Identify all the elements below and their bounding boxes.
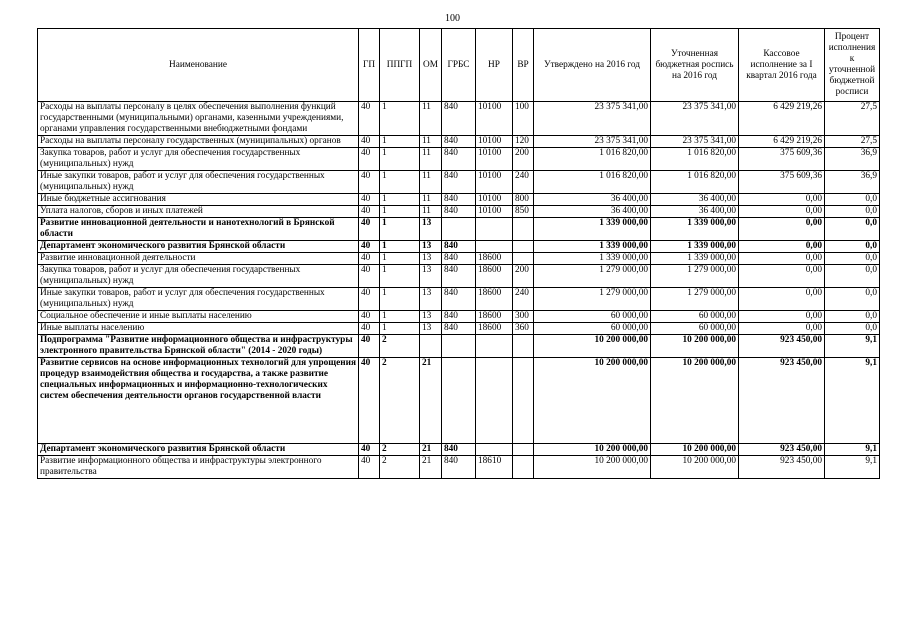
cell-name: Развитие сервисов на основе информационных технологий для упрощения процедур взаимодействия общества и государства, а также развитие специальных информационных и информационно-технологических систем обеспечения деятельности органов государственной власти xyxy=(38,358,359,444)
cell-np: 18600 xyxy=(476,311,513,323)
cell-np xyxy=(476,335,513,358)
cell-om: 11 xyxy=(420,136,442,148)
cell-vr: 240 xyxy=(513,171,534,194)
cell-np: 10100 xyxy=(476,206,513,218)
cell-cash: 0,00 xyxy=(739,241,825,253)
cell-gp: 40 xyxy=(359,241,380,253)
cell-ppgp: 1 xyxy=(380,171,420,194)
cell-approved: 60 000,00 xyxy=(534,311,651,323)
cell-grbs xyxy=(442,358,476,444)
cell-grbs xyxy=(442,335,476,358)
cell-percent: 9,1 xyxy=(825,444,880,456)
cell-vr: 850 xyxy=(513,206,534,218)
cell-grbs: 840 xyxy=(442,136,476,148)
cell-gp: 40 xyxy=(359,456,380,479)
cell-name: Иные бюджетные ассигнования xyxy=(38,194,359,206)
cell-ppgp: 1 xyxy=(380,253,420,265)
cell-name: Уплата налогов, сборов и иных платежей xyxy=(38,206,359,218)
cell-om xyxy=(420,335,442,358)
cell-vr xyxy=(513,456,534,479)
cell-ppgp: 2 xyxy=(380,358,420,444)
cell-name: Развитие информационного общества и инфраструктуры электронного правительства xyxy=(38,456,359,479)
cell-cash: 0,00 xyxy=(739,206,825,218)
cell-percent: 27,5 xyxy=(825,136,880,148)
cell-percent: 9,1 xyxy=(825,456,880,479)
cell-cash: 0,00 xyxy=(739,218,825,241)
cell-vr xyxy=(513,358,534,444)
cell-np: 18600 xyxy=(476,288,513,311)
cell-approved: 60 000,00 xyxy=(534,323,651,335)
cell-vr: 800 xyxy=(513,194,534,206)
cell-ppgp: 2 xyxy=(380,335,420,358)
cell-refined: 1 279 000,00 xyxy=(651,288,739,311)
cell-refined: 1 016 820,00 xyxy=(651,148,739,171)
cell-om: 13 xyxy=(420,323,442,335)
cell-approved: 10 200 000,00 xyxy=(534,444,651,456)
cell-gp: 40 xyxy=(359,253,380,265)
cell-approved: 1 016 820,00 xyxy=(534,171,651,194)
cell-ppgp: 2 xyxy=(380,444,420,456)
cell-percent: 9,1 xyxy=(825,358,880,444)
table-row xyxy=(38,358,880,444)
cell-vr xyxy=(513,444,534,456)
cell-np: 10100 xyxy=(476,194,513,206)
cell-vr: 300 xyxy=(513,311,534,323)
cell-percent: 0,0 xyxy=(825,253,880,265)
cell-cash: 0,00 xyxy=(739,265,825,288)
cell-refined: 36 400,00 xyxy=(651,206,739,218)
cell-percent: 0,0 xyxy=(825,311,880,323)
cell-np: 18600 xyxy=(476,253,513,265)
cell-vr xyxy=(513,241,534,253)
cell-percent: 0,0 xyxy=(825,323,880,335)
cell-om: 13 xyxy=(420,218,442,241)
cell-approved: 36 400,00 xyxy=(534,194,651,206)
cell-vr: 120 xyxy=(513,136,534,148)
cell-cash: 375 609,36 xyxy=(739,171,825,194)
cell-percent: 0,0 xyxy=(825,206,880,218)
cell-name: Иные закупки товаров, работ и услуг для обеспечения государственных (муниципальных) нужд xyxy=(38,288,359,311)
cell-np xyxy=(476,218,513,241)
header-grbs: ГРБС xyxy=(442,29,476,102)
cell-vr: 100 xyxy=(513,102,534,136)
header-approved: Утверждено на 2016 год xyxy=(534,29,651,102)
cell-cash: 923 450,00 xyxy=(739,456,825,479)
cell-cash: 6 429 219,26 xyxy=(739,102,825,136)
cell-grbs xyxy=(442,218,476,241)
cell-approved: 36 400,00 xyxy=(534,206,651,218)
cell-name: Закупка товаров, работ и услуг для обеспечения государственных (муниципальных) нужд xyxy=(38,148,359,171)
cell-approved: 1 339 000,00 xyxy=(534,218,651,241)
table-row xyxy=(38,335,880,358)
table-row xyxy=(38,444,880,456)
cell-cash: 923 450,00 xyxy=(739,444,825,456)
table-row xyxy=(38,323,880,335)
cell-gp: 40 xyxy=(359,206,380,218)
cell-refined: 23 375 341,00 xyxy=(651,102,739,136)
table-row xyxy=(38,265,880,288)
table-header-row xyxy=(38,29,880,102)
budget-table xyxy=(37,28,880,479)
cell-ppgp: 1 xyxy=(380,148,420,171)
cell-gp: 40 xyxy=(359,218,380,241)
cell-vr: 360 xyxy=(513,323,534,335)
cell-refined: 1 016 820,00 xyxy=(651,171,739,194)
cell-ppgp: 1 xyxy=(380,206,420,218)
cell-refined: 60 000,00 xyxy=(651,323,739,335)
cell-cash: 0,00 xyxy=(739,311,825,323)
table-row xyxy=(38,218,880,241)
cell-percent: 0,0 xyxy=(825,218,880,241)
cell-om: 11 xyxy=(420,194,442,206)
cell-refined: 1 279 000,00 xyxy=(651,265,739,288)
cell-cash: 6 429 219,26 xyxy=(739,136,825,148)
cell-approved: 10 200 000,00 xyxy=(534,358,651,444)
cell-percent: 36,9 xyxy=(825,148,880,171)
cell-name: Развитие инновационной деятельности и нанотехнологий в Брянской области xyxy=(38,218,359,241)
cell-om: 11 xyxy=(420,148,442,171)
cell-gp: 40 xyxy=(359,323,380,335)
cell-cash: 0,00 xyxy=(739,288,825,311)
cell-approved: 1 279 000,00 xyxy=(534,288,651,311)
cell-approved: 1 339 000,00 xyxy=(534,241,651,253)
cell-name: Департамент экономического развития Брянской области xyxy=(38,444,359,456)
page-number: 100 xyxy=(445,13,460,24)
cell-np: 10100 xyxy=(476,171,513,194)
cell-om: 11 xyxy=(420,206,442,218)
cell-name: Департамент экономического развития Брянской области xyxy=(38,241,359,253)
cell-vr: 200 xyxy=(513,265,534,288)
cell-approved: 1 339 000,00 xyxy=(534,253,651,265)
cell-refined: 1 339 000,00 xyxy=(651,241,739,253)
header-vr: ВР xyxy=(513,29,534,102)
cell-name: Иные выплаты населению xyxy=(38,323,359,335)
cell-grbs: 840 xyxy=(442,253,476,265)
cell-vr xyxy=(513,335,534,358)
cell-name: Закупка товаров, работ и услуг для обеспечения государственных (муниципальных) нужд xyxy=(38,265,359,288)
cell-gp: 40 xyxy=(359,444,380,456)
table-row xyxy=(38,194,880,206)
cell-vr xyxy=(513,253,534,265)
cell-refined: 60 000,00 xyxy=(651,311,739,323)
cell-np: 10100 xyxy=(476,102,513,136)
cell-grbs: 840 xyxy=(442,444,476,456)
cell-name: Расходы на выплаты персоналу в целях обеспечения выполнения функций государственными (муниципальными) органами, казенными учреждениями, органами управления государственными внебюджетными фондами xyxy=(38,102,359,136)
cell-gp: 40 xyxy=(359,358,380,444)
cell-om: 13 xyxy=(420,288,442,311)
cell-gp: 40 xyxy=(359,311,380,323)
table-row xyxy=(38,288,880,311)
table-row xyxy=(38,206,880,218)
cell-grbs: 840 xyxy=(442,194,476,206)
cell-ppgp: 1 xyxy=(380,136,420,148)
cell-ppgp: 1 xyxy=(380,323,420,335)
cell-percent: 0,0 xyxy=(825,194,880,206)
cell-om: 21 xyxy=(420,456,442,479)
cell-percent: 0,0 xyxy=(825,241,880,253)
header-np: НР xyxy=(476,29,513,102)
cell-np: 18600 xyxy=(476,265,513,288)
cell-ppgp: 1 xyxy=(380,194,420,206)
cell-name: Подпрограмма "Развитие информационного общества и инфраструктуры электронного правительства Брянской области" (2014 - 2020 годы) xyxy=(38,335,359,358)
cell-vr: 200 xyxy=(513,148,534,171)
cell-cash: 375 609,36 xyxy=(739,148,825,171)
cell-percent: 27,5 xyxy=(825,102,880,136)
cell-percent: 9,1 xyxy=(825,335,880,358)
cell-ppgp: 1 xyxy=(380,241,420,253)
cell-np xyxy=(476,241,513,253)
cell-refined: 23 375 341,00 xyxy=(651,136,739,148)
header-cash: Кассовое исполнение за I квартал 2016 года xyxy=(739,29,825,102)
cell-approved: 1 279 000,00 xyxy=(534,265,651,288)
cell-grbs: 840 xyxy=(442,148,476,171)
cell-gp: 40 xyxy=(359,148,380,171)
cell-refined: 10 200 000,00 xyxy=(651,444,739,456)
cell-ppgp: 1 xyxy=(380,218,420,241)
cell-gp: 40 xyxy=(359,171,380,194)
table-row xyxy=(38,253,880,265)
table-row xyxy=(38,456,880,479)
cell-vr xyxy=(513,218,534,241)
table-row xyxy=(38,171,880,194)
cell-gp: 40 xyxy=(359,265,380,288)
cell-grbs: 840 xyxy=(442,171,476,194)
cell-refined: 10 200 000,00 xyxy=(651,456,739,479)
cell-name: Иные закупки товаров, работ и услуг для обеспечения государственных (муниципальных) нужд xyxy=(38,171,359,194)
cell-gp: 40 xyxy=(359,335,380,358)
header-gp: ГП xyxy=(359,29,380,102)
table-row xyxy=(38,102,880,136)
header-refined: Уточненная бюджетная роспись на 2016 год xyxy=(651,29,739,102)
cell-refined: 1 339 000,00 xyxy=(651,218,739,241)
cell-np: 10100 xyxy=(476,136,513,148)
cell-approved: 23 375 341,00 xyxy=(534,102,651,136)
cell-name: Расходы на выплаты персоналу государственных (муниципальных) органов xyxy=(38,136,359,148)
cell-gp: 40 xyxy=(359,136,380,148)
cell-percent: 0,0 xyxy=(825,265,880,288)
header-om: ОМ xyxy=(420,29,442,102)
cell-grbs: 840 xyxy=(442,206,476,218)
table-row xyxy=(38,148,880,171)
cell-refined: 10 200 000,00 xyxy=(651,335,739,358)
cell-refined: 1 339 000,00 xyxy=(651,253,739,265)
cell-om: 11 xyxy=(420,171,442,194)
cell-om: 21 xyxy=(420,444,442,456)
cell-cash: 0,00 xyxy=(739,323,825,335)
cell-om: 13 xyxy=(420,253,442,265)
cell-ppgp: 1 xyxy=(380,102,420,136)
cell-om: 13 xyxy=(420,265,442,288)
cell-grbs: 840 xyxy=(442,311,476,323)
cell-cash: 923 450,00 xyxy=(739,358,825,444)
cell-refined: 36 400,00 xyxy=(651,194,739,206)
cell-approved: 10 200 000,00 xyxy=(534,456,651,479)
cell-grbs: 840 xyxy=(442,102,476,136)
cell-ppgp: 1 xyxy=(380,311,420,323)
cell-np: 10100 xyxy=(476,148,513,171)
cell-vr: 240 xyxy=(513,288,534,311)
cell-om: 21 xyxy=(420,358,442,444)
cell-np xyxy=(476,358,513,444)
cell-approved: 23 375 341,00 xyxy=(534,136,651,148)
cell-np: 18600 xyxy=(476,323,513,335)
cell-grbs: 840 xyxy=(442,241,476,253)
table-row xyxy=(38,241,880,253)
cell-om: 13 xyxy=(420,311,442,323)
cell-grbs: 840 xyxy=(442,265,476,288)
cell-grbs: 840 xyxy=(442,288,476,311)
cell-om: 13 xyxy=(420,241,442,253)
table-row xyxy=(38,311,880,323)
cell-approved: 1 016 820,00 xyxy=(534,148,651,171)
cell-name: Развитие инновационной деятельности xyxy=(38,253,359,265)
cell-gp: 40 xyxy=(359,288,380,311)
cell-ppgp: 1 xyxy=(380,265,420,288)
cell-grbs: 840 xyxy=(442,323,476,335)
header-ppgp: ППГП xyxy=(380,29,420,102)
cell-ppgp: 1 xyxy=(380,288,420,311)
table-row xyxy=(38,136,880,148)
cell-percent: 0,0 xyxy=(825,288,880,311)
cell-grbs: 840 xyxy=(442,456,476,479)
header-name: Наименование xyxy=(38,29,359,102)
cell-approved: 10 200 000,00 xyxy=(534,335,651,358)
cell-cash: 0,00 xyxy=(739,253,825,265)
cell-ppgp: 2 xyxy=(380,456,420,479)
cell-refined: 10 200 000,00 xyxy=(651,358,739,444)
cell-om: 11 xyxy=(420,102,442,136)
header-percent: Процент исполнения к уточненной бюджетной росписи xyxy=(825,29,880,102)
cell-gp: 40 xyxy=(359,194,380,206)
cell-cash: 0,00 xyxy=(739,194,825,206)
cell-name: Социальное обеспечение и иные выплаты населению xyxy=(38,311,359,323)
cell-percent: 36,9 xyxy=(825,171,880,194)
cell-np xyxy=(476,444,513,456)
cell-cash: 923 450,00 xyxy=(739,335,825,358)
cell-gp: 40 xyxy=(359,102,380,136)
cell-np: 18610 xyxy=(476,456,513,479)
